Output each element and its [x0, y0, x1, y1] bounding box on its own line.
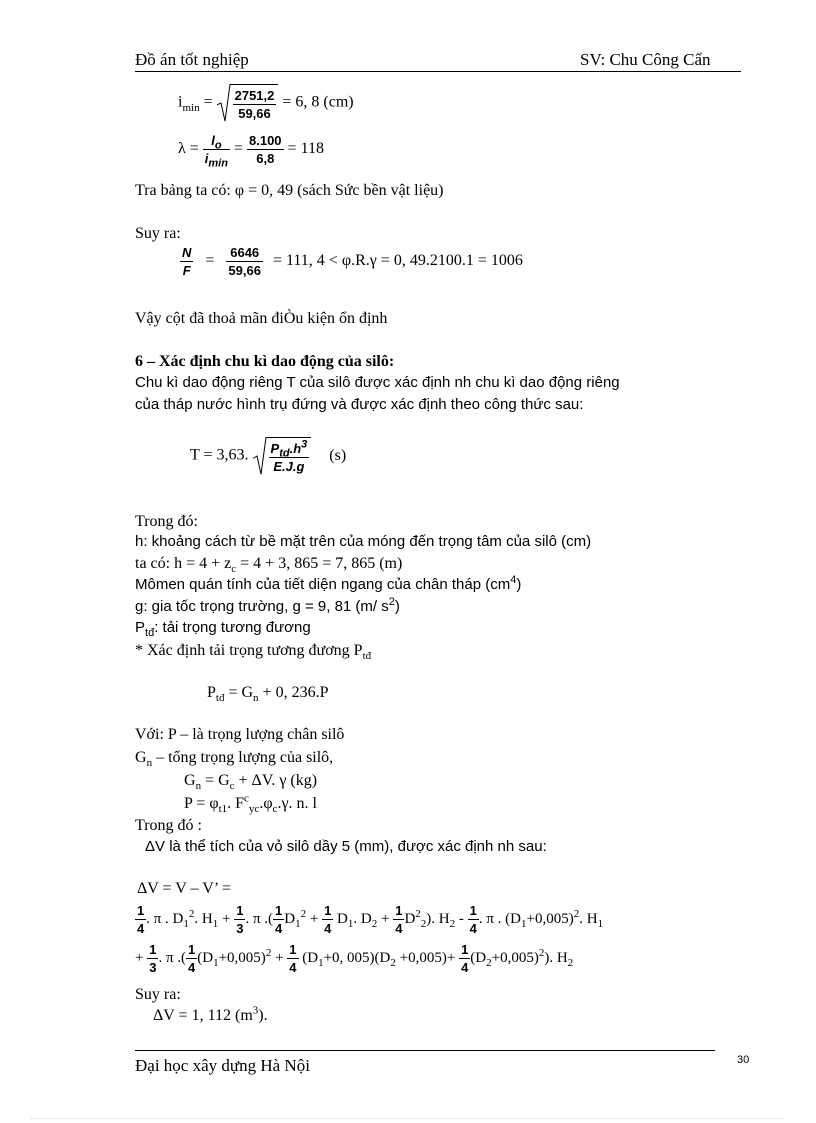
section-6-line1: Chu kì dao động riêng T của silô được xác định nh chu kì dao động riêng — [135, 374, 620, 391]
formula-p: $P = \varphi_{t1}$. $F^c_{yc}.\varphi_c.\gamma$. n. l — [184, 792, 317, 816]
h-definition: h: khoảng cách từ bề mặt trên của móng đến trọng tâm của silô (cm) — [135, 533, 592, 550]
formula-lambda: λ = $\frac{l_o}{i_{min}}$ = $\frac{8.100}{6,8}$ = 118 — [178, 133, 324, 170]
dv-definition: ΔV là thể tích của vỏ silô dầy 5 (mm), được xác định nh sau: — [145, 838, 547, 855]
momen-line: Mômen quán tính của tiết diện ngang của chân tháp $(cm^4)$ — [135, 574, 522, 593]
footer-rule — [135, 1050, 715, 1051]
formula-period-T: T = 3,63. $\frac{P_{td}.h^3}{E.J.g}$ (s) — [190, 438, 347, 474]
volume-equation-line2: + $\frac{1}{3}$ . π .( $\frac{1}{4}$ $(D_1+0,005)^2$ + $\frac{1}{4}$ ($D_1+0$, $005)(D_2 +0,005)+$ $\frac{1}{4}$ $(D_2+0,005)^2$). $H_2$ — [135, 942, 574, 975]
section-6-title: 6 – Xác định chu kì dao động của silô: — [135, 353, 395, 370]
h-value-line: ta có: $h = 4 + z_c = 4 + 3$, 865 = 7, 865 (m) — [135, 555, 403, 576]
suy-ra-label-2: Suy ra: — [135, 986, 181, 1003]
formula-imin: $i_{min}$ = $\frac{2751,2}{59,66}$ = 6, 8 (cm) — [178, 84, 354, 122]
ptd-definition: $P_{tđ}$: tải trọng tương đương — [135, 619, 311, 639]
dv-result: ΔV = 1, 112 $(m^3)$. — [153, 1004, 268, 1024]
formula-gn: $G_n = G_c + \Delta V$. γ (kg) — [184, 772, 318, 793]
gn-definition: $G_n$ – tổng trọng lượng của silô, — [135, 749, 334, 770]
suy-ra-label: Suy ra: — [135, 225, 181, 242]
page-bottom-border — [30, 1118, 786, 1119]
trong-do-label-2: Trong đó : — [135, 817, 202, 834]
trong-do-label: Trong đó: — [135, 513, 198, 530]
section-6-line2: của tháp nước hình trụ đứng và được xác định theo công thức sau: — [135, 396, 584, 413]
page-number: 30 — [737, 1054, 750, 1066]
ptd-heading: * Xác định tải trọng tương đương $P_{tđ}$ — [135, 642, 372, 663]
formula-nf: $\frac{N}{F}$ = $\frac{6646}{59,66}$ = 111, 4 < φ.R.γ = 0, 49.2100.1 = 1006 — [182, 245, 523, 278]
vay-line: Vậy cột đã thoả mãn điÒu kiện ổn định — [135, 310, 388, 327]
g-definition: g: gia tốc trọng trường, g = 9, 81 (m/ $s^2$) — [135, 596, 400, 615]
header-rule — [135, 71, 741, 72]
header-left: Đồ án tốt nghiệp — [135, 50, 249, 69]
formula-ptd: $P_{tđ} = G_n + 0$, 236.P — [207, 684, 329, 705]
tra-bang-line: Tra bảng ta có: φ = 0, 49 (sách Sức bền vật liệu) — [135, 182, 444, 199]
footer-left: Đại học xây dựng Hà Nội — [135, 1056, 310, 1075]
volume-equation-line1: $\frac{1}{4}$ . π . $D_1^2$. $H_1$ + $\frac{1}{3}$ . π .( $\frac{1}{4}$ $D_1^2$ + $\frac{1}{4}$ $D_1$. $D_2$ + $\frac{1}{4}$ $D^2_2$). $H_2$ - $\frac{1}{4}$ . π . $(D_1+0,005)^2$. $H_1$ — [137, 903, 604, 936]
header-right: SV: Chu Công Cẩn — [580, 50, 711, 69]
voi-line: Với: P – là trọng lượng chân silô — [135, 726, 345, 743]
dv-equation: ΔV = V – V’ = — [137, 880, 231, 897]
